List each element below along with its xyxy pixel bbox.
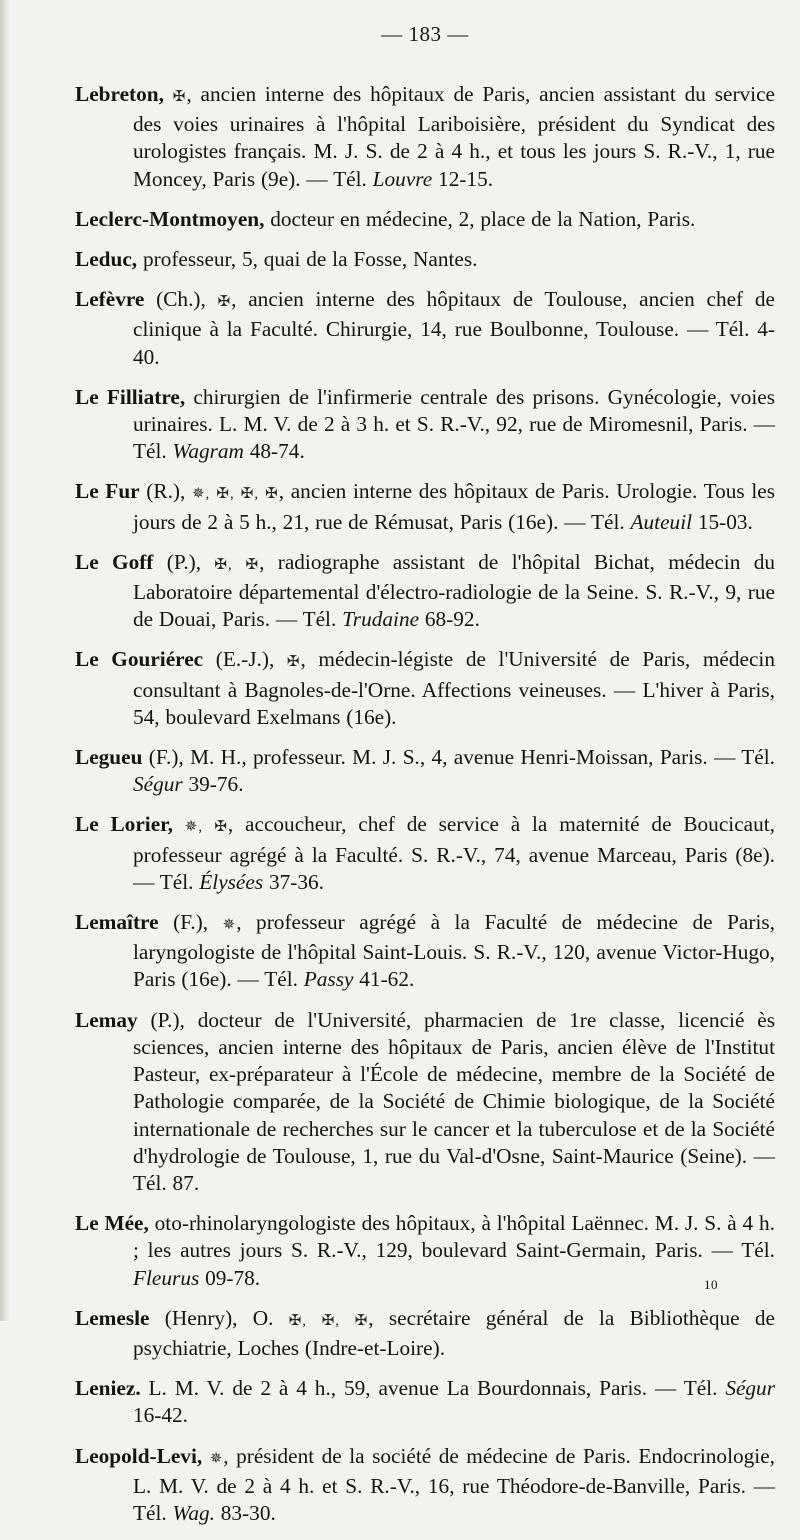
telephone-exchange: Louvre bbox=[372, 166, 433, 191]
directory-entry bbox=[75, 1210, 775, 1292]
entry-text: , secrétaire général de la Bibliothèque de psychiatrie, Loches (Indre-et-Loire). bbox=[133, 1305, 775, 1360]
telephone-number: 12-15. bbox=[432, 166, 494, 191]
entry-text: , médecin-légiste de l'Université de Paris, médecin consultant à Bagnoles-de-l'Orne. Affections veineuses. — L'hiver à Paris, 54, boulevard Exelmans (16e). bbox=[133, 647, 775, 729]
telephone-number: 39-76. bbox=[182, 772, 244, 797]
entry-text: docteur en médecine, 2, place de la Nation, Paris. bbox=[264, 206, 696, 231]
entry-name: Lemaître bbox=[75, 910, 159, 935]
entry-name: Leclerc-Montmoyen, bbox=[75, 206, 265, 231]
entry-text: , accoucheur, chef de service à la maternité de Boucicaut, professeur agrégé à la Faculté. S. R.-V., 74, avenue Marceau, Paris (8e). — Tél. bbox=[133, 812, 775, 894]
directory-entry bbox=[75, 1007, 775, 1197]
entry-name: Leopold-Levi, bbox=[75, 1443, 203, 1468]
page-number: — 183 — bbox=[381, 22, 469, 46]
entry-name: Lebreton, bbox=[75, 82, 164, 106]
entry-name: Le Lorier, bbox=[75, 812, 173, 837]
decoration-icons: ✠, ✠ bbox=[214, 556, 260, 573]
directory-entry bbox=[75, 549, 775, 634]
entry-name: Le Gouriérec bbox=[75, 647, 204, 672]
telephone-number: 48-74. bbox=[243, 439, 305, 464]
directory-entry bbox=[75, 1305, 775, 1362]
decoration-icons: ✠ bbox=[172, 89, 187, 105]
decoration-icons: ✠ bbox=[217, 294, 232, 311]
signature-mark: 10 bbox=[704, 1277, 718, 1292]
entry-text: oto-rhinolaryngologiste des hôpitaux, à l'hôpital Laënnec. M. J. S. à 4 h. ; les autres jours S. R.-V., 129, boulevard Saint-Germain, Paris. — Tél. bbox=[133, 1211, 776, 1263]
telephone-number: 37-36. bbox=[263, 869, 324, 894]
entry-name: Lemay bbox=[75, 1007, 138, 1032]
telephone-number: 16-42. bbox=[133, 1403, 189, 1428]
entry-text: , ancien interne des hôpitaux de Toulouse, ancien chef de clinique à la Faculté. Chirurgie, 14, rue Boulbonne, Toulouse. — Tél. 4-40. bbox=[133, 287, 775, 369]
entry-initials: (F.), bbox=[142, 745, 191, 770]
telephone-exchange: Wag. bbox=[172, 1500, 215, 1525]
decoration-icons: ✵ bbox=[209, 1450, 224, 1467]
entry-name: Leniez. bbox=[75, 1376, 141, 1401]
entry-name: Le Goff bbox=[75, 549, 154, 574]
telephone-number: 15-03. bbox=[692, 509, 753, 534]
entry-initials: (E.-J.), bbox=[203, 647, 287, 672]
entry-initials: (F.), bbox=[158, 910, 223, 935]
telephone-exchange: Auteuil bbox=[630, 509, 693, 534]
directory-entry bbox=[75, 1443, 775, 1528]
entry-text: professeur, 5, quai de la Fosse, Nantes. bbox=[137, 247, 478, 272]
entry-text: , professeur agrégé à la Faculté de médecine de Paris, laryngologiste de l'hôpital Saint-Louis. S. R.-V., 120, avenue Victor-Hugo, Paris (16e). — Tél. bbox=[133, 910, 775, 992]
entry-text: , président de la société de médecine de Paris. Endocrinologie, L. M. V. de 2 à 4 h. et S. R.-V., 16, rue Théodore-de-Banville, Paris. — Tél. bbox=[133, 1443, 775, 1525]
directory-entry bbox=[75, 909, 775, 994]
entry-name: Le Fur bbox=[75, 479, 140, 504]
entry-name: Legueu bbox=[75, 745, 143, 770]
decoration-icons: ✵, ✠, ✠, ✠ bbox=[191, 486, 279, 503]
entry-text: chirurgien de l'infirmerie centrale des prisons. Gynécologie, voies urinaires. L. M. V. de 2 à 3 h. et S. R.-V., 92, rue de Miromesnil, Paris. — Tél. bbox=[133, 384, 775, 464]
entry-name: Le Filliatre, bbox=[75, 384, 186, 409]
entry-initials: (Ch.), bbox=[144, 287, 218, 312]
directory-entry bbox=[75, 811, 775, 896]
directory-entry bbox=[75, 744, 775, 798]
page-edge-shadow bbox=[0, 0, 10, 1321]
directory-entry bbox=[75, 286, 775, 371]
entry-initials: (P.), bbox=[153, 549, 215, 574]
entry-initials: (R.), bbox=[139, 479, 192, 504]
entry-initials: (Henry), O. bbox=[149, 1305, 289, 1330]
directory-entry bbox=[75, 646, 775, 731]
entry-name: Leduc, bbox=[75, 247, 138, 272]
directory-entry bbox=[75, 206, 775, 233]
entry-text: docteur de l'Université, pharmacien de 1re classe, licencié ès sciences, ancien interne des hôpitaux de Paris, ancien élève de l'Institut Pasteur, ex-préparateur à l'École de médecine, membre de la Société de Pathologie comparée, de la Société de Chimie biologique, de la Société internationale de recherches sur le cancer et la tuberculose et de la Société d'hydrologie de Toulouse, 1, rue du Val-d'Osne, Saint-Maurice (Seine). — Tél. 87. bbox=[133, 1007, 775, 1195]
telephone-exchange: Fleurus bbox=[133, 1265, 200, 1290]
telephone-exchange: Ségur bbox=[725, 1376, 775, 1401]
entry-text: , radiographe assistant de l'hôpital Bichat, médecin du Laboratoire départemental d'électro-radiologie de la Seine. S. R.-V., 9, rue de Douai, Paris. — Tél. bbox=[133, 549, 775, 632]
directory-entry bbox=[75, 478, 775, 535]
telephone-exchange: Wagram bbox=[172, 439, 244, 464]
entry-text: , ancien interne des hôpitaux de Paris. Urologie. Tous les jours de 2 à 5 h., 21, rue de Rémusat, Paris (16e). — Tél. bbox=[133, 479, 775, 534]
entry-text: , ancien interne des hôpitaux de Paris, ancien assistant du service des voies urinaires à l'hôpital Lariboisière, président du Syndicat des urologistes français. M. J. S. de 2 à 4 h., et tous les jours S. R.-V., 1, rue Moncey, Paris (9e). — Tél. bbox=[133, 82, 776, 191]
decoration-icons: ✵ bbox=[222, 917, 237, 934]
directory-entry bbox=[75, 1375, 775, 1429]
telephone-exchange: Trudaine bbox=[342, 607, 420, 632]
entry-name: Lemesle bbox=[75, 1305, 150, 1330]
document-page bbox=[75, 22, 775, 1540]
telephone-exchange: Ségur bbox=[133, 772, 183, 797]
decoration-icons: ✠, ✠, ✠ bbox=[288, 1312, 369, 1329]
entry-name: Lefèvre bbox=[75, 287, 145, 312]
entry-name: Le Mée, bbox=[75, 1211, 149, 1236]
directory-entry bbox=[75, 384, 775, 466]
telephone-number: 83-30. bbox=[214, 1500, 276, 1525]
directory-entries bbox=[75, 81, 775, 1527]
telephone-exchange: Passy bbox=[303, 967, 354, 992]
directory-entry bbox=[75, 246, 775, 273]
telephone-number: 68-92. bbox=[419, 607, 480, 632]
decoration-icons: ✵, ✠ bbox=[184, 819, 228, 836]
entry-text: L. M. V. de 2 à 4 h., 59, avenue La Bourdonnais, Paris. — Tél. bbox=[140, 1376, 726, 1401]
entry-text: M. H., professeur. M. J. S., 4, avenue Henri-Moissan, Paris. — Tél. bbox=[190, 745, 776, 770]
decoration-icons: ✠ bbox=[286, 654, 301, 671]
telephone-number: 41-62. bbox=[353, 967, 415, 992]
entry-initials: (P.), bbox=[137, 1007, 198, 1032]
directory-entry bbox=[75, 81, 775, 193]
telephone-exchange: Élysées bbox=[199, 869, 264, 894]
telephone-number: 09-78. bbox=[199, 1265, 261, 1290]
